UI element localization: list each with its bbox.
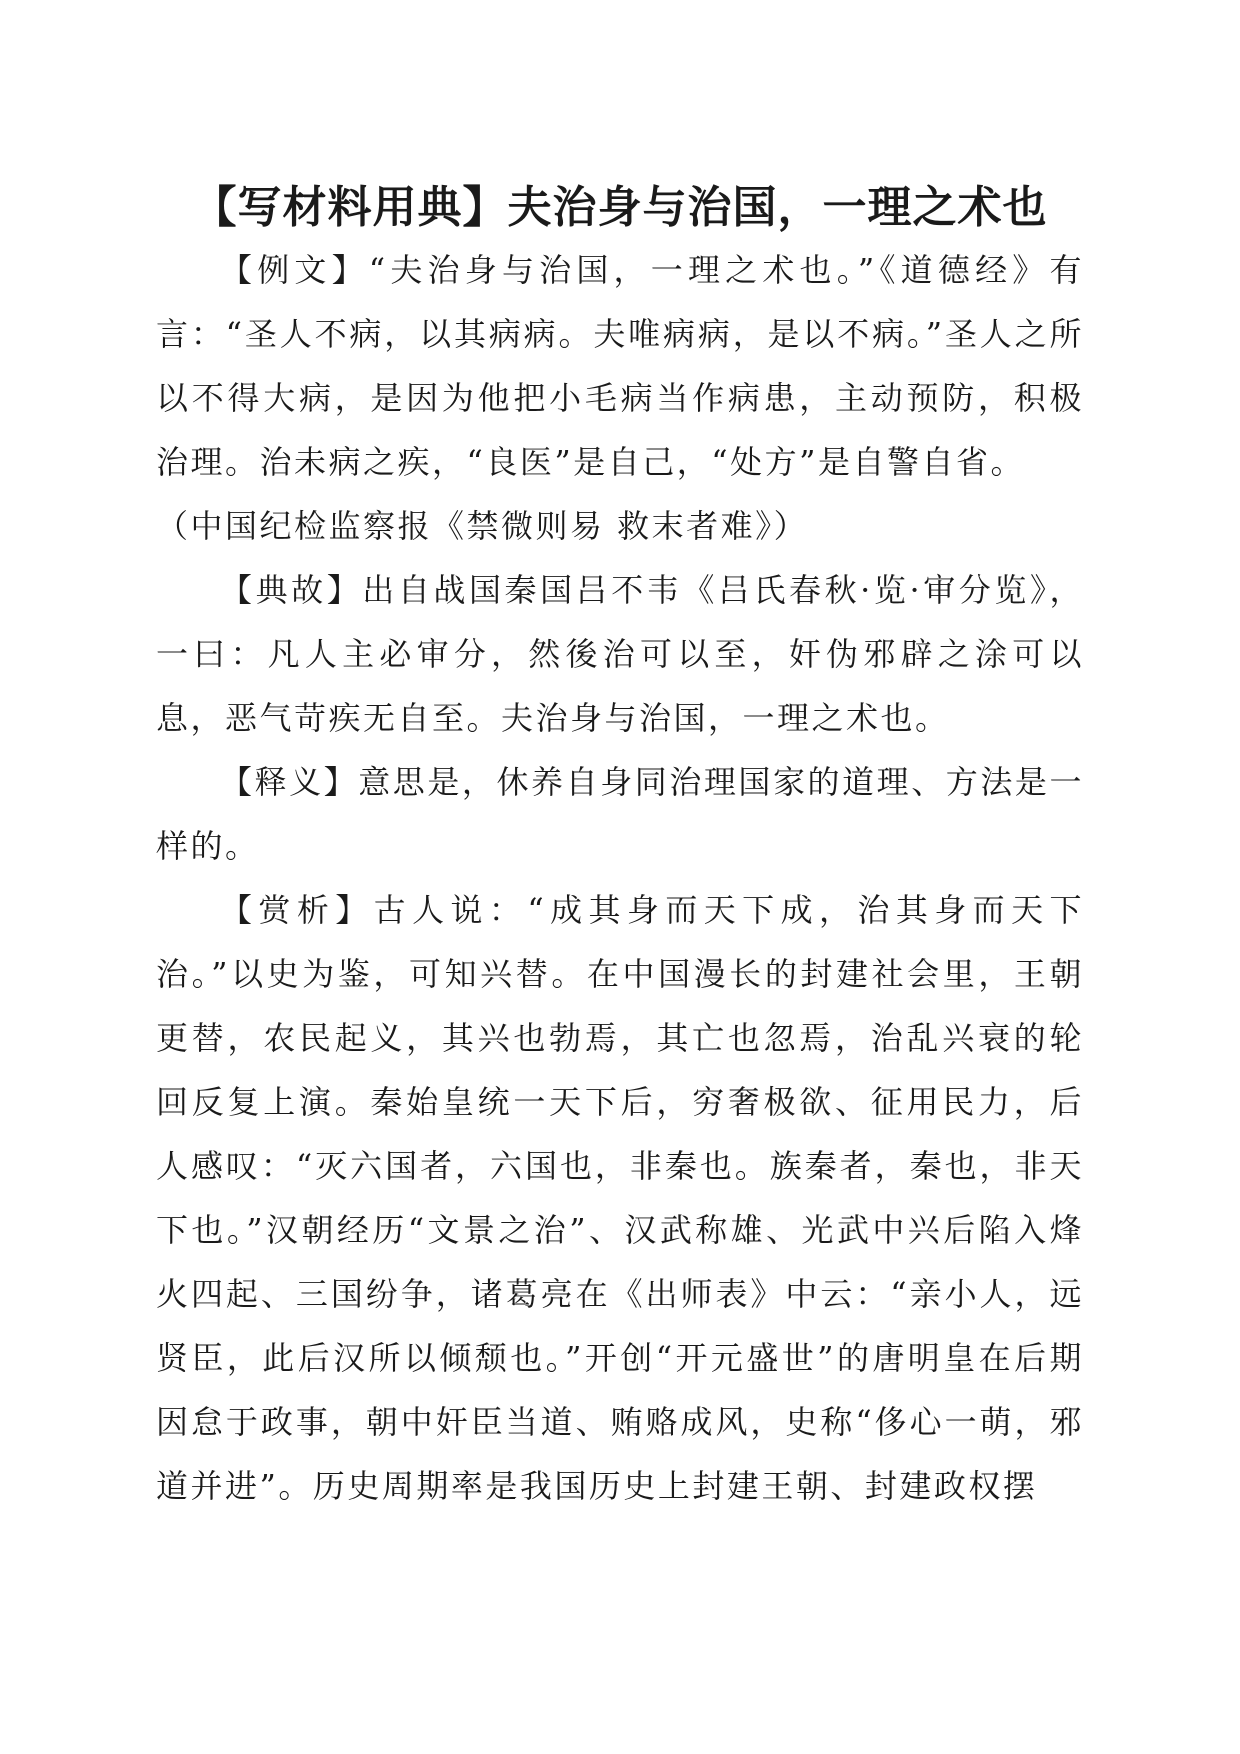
paragraph-allusion bbox=[156, 558, 1084, 750]
document-page bbox=[156, 178, 1084, 1518]
paragraph-appreciation bbox=[156, 878, 1084, 1518]
document-body bbox=[156, 238, 1084, 1518]
paragraph-label: 【释义】 bbox=[220, 763, 359, 801]
paragraph-text: 意思是，休养自身同治理国家的道理、方法是一样的。 bbox=[156, 763, 1084, 865]
paragraph-text: 出自战国秦国吕不韦《吕氏春秋·览·审分览》，一曰：凡人主必审分，然後治可以至，奸伪邪辟之涂可以息，恶气苛疾无自至。夫治身与治国，一理之术也。 bbox=[156, 571, 1084, 737]
paragraph-source: （中国纪检监察报《禁微则易 救末者难》） bbox=[156, 507, 809, 545]
paragraph-example bbox=[156, 238, 1084, 558]
paragraph-meaning bbox=[156, 750, 1084, 878]
paragraph-text: “夫治身与治国，一理之术也。”《道德经》有言：“圣人不病，以其病病。夫唯病病，是以不病。”圣人之所以不得大病，是因为他把小毛病当作病患，主动预防，积极治理。治未病之疾，“良医”是自己，“处方”是自警自省。 bbox=[156, 251, 1084, 481]
paragraph-text: 古人说：“成其身而天下成，治其身而天下治。”以史为鉴，可知兴替。在中国漫长的封建社会里，王朝更替，农民起义，其兴也勃焉，其亡也忽焉，治乱兴衰的轮回反复上演。秦始皇统一天下后，穷奢极欲、征用民力，后人感叹：“灭六国者，六国也，非秦也。族秦者，秦也，非天下也。”汉朝经历“文景之治”、汉武称雄、光武中兴后陷入烽火四起、三国纷争，诸葛亮在《出师表》中云：“亲小人，远贤臣，此后汉所以倾颓也。”开创“开元盛世”的唐明皇在后期因怠于政事，朝中奸臣当道、贿赂成风，史称“侈心一萌，邪道并进”。历史周期率是我国历史上封建王朝、封建政权摆 bbox=[156, 891, 1084, 1505]
document-title: 【写材料用典】夫治身与治国，一理之术也 bbox=[192, 182, 1048, 233]
paragraph-label: 【典故】 bbox=[220, 571, 363, 609]
paragraph-label: 【例文】 bbox=[220, 251, 369, 289]
paragraph-label: 【赏析】 bbox=[220, 891, 374, 929]
